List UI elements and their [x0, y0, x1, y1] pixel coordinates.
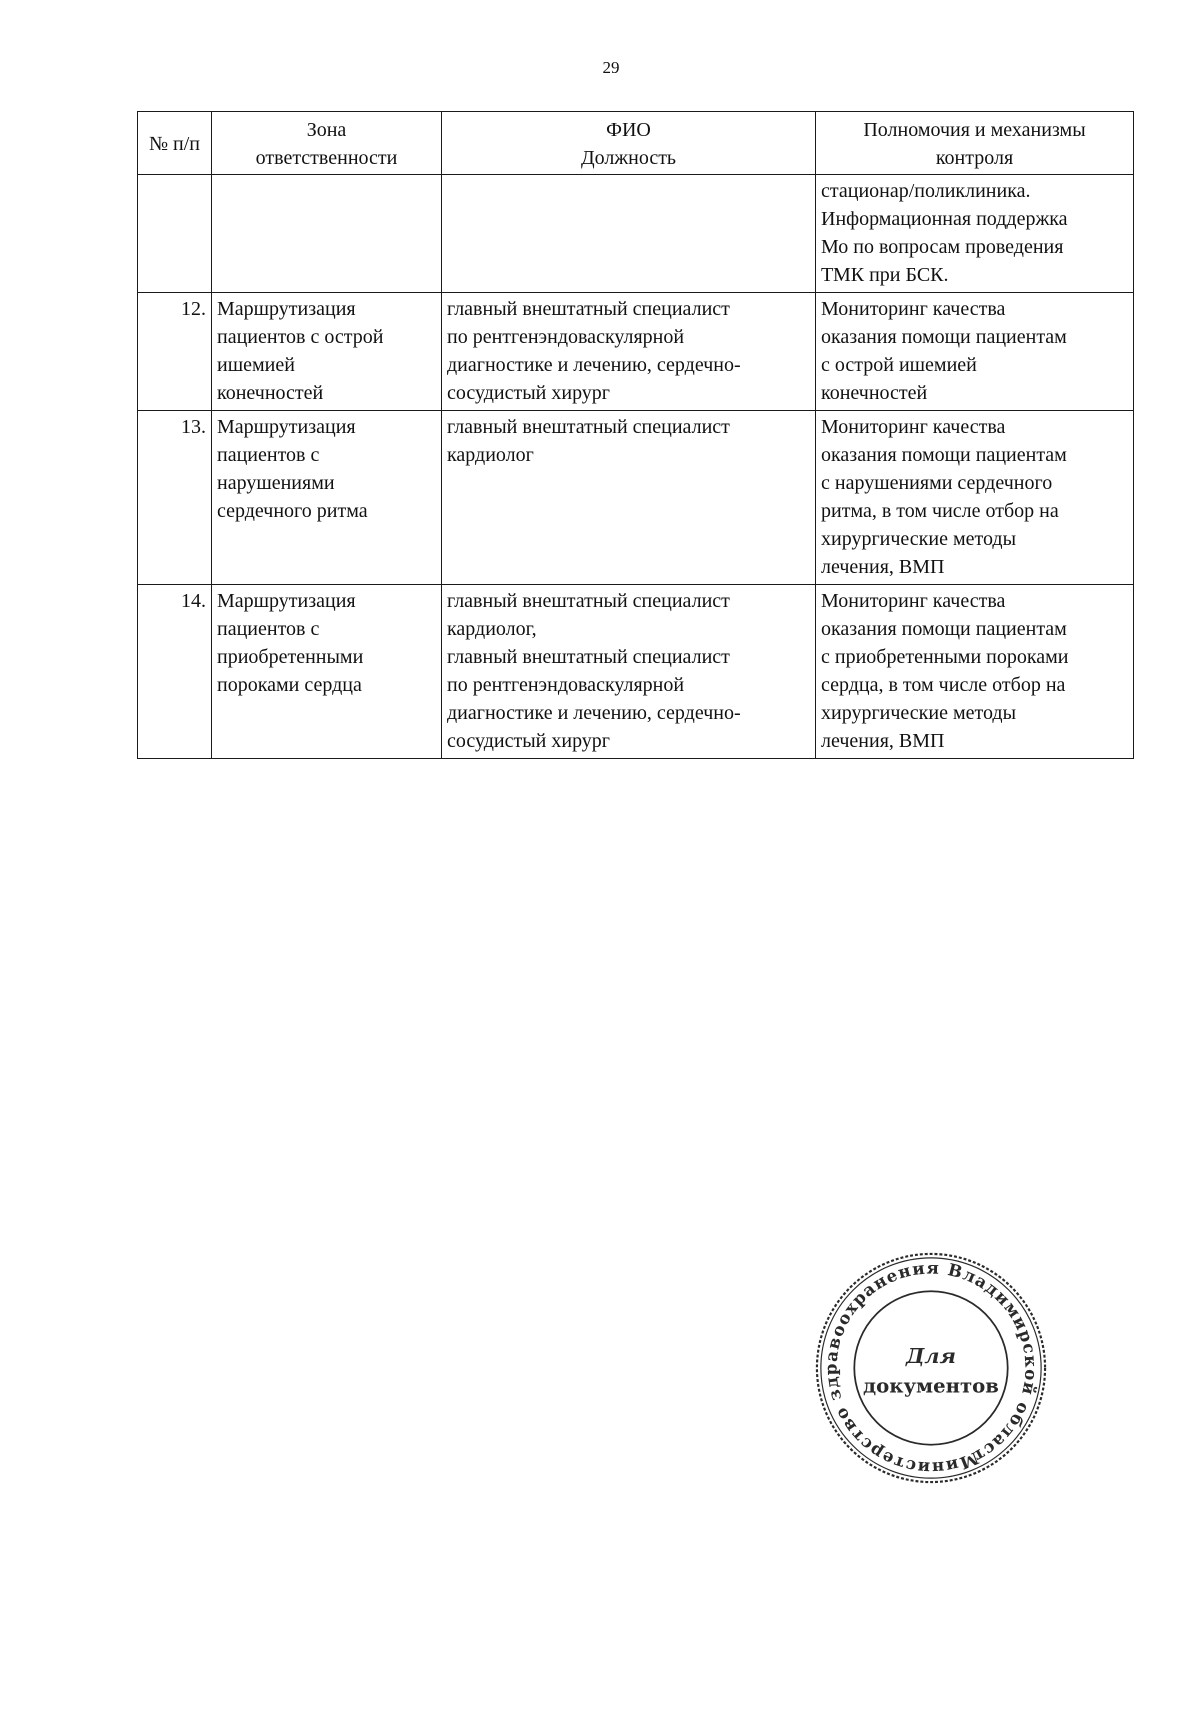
- cell-line: по рентгенэндоваскулярной: [447, 326, 685, 348]
- cell-zone: [212, 585, 442, 759]
- row-number: 12.: [138, 293, 212, 411]
- official-stamp: [813, 1250, 1049, 1486]
- table-row: [138, 293, 1134, 411]
- cell-line: оказания помощи пациентам: [821, 444, 1067, 466]
- stamp-center-line1: Для: [906, 1344, 956, 1369]
- cell-line: ТМК при БСК.: [821, 264, 949, 286]
- cell-line: Маршрутизация: [217, 416, 356, 438]
- cell-control: [816, 293, 1134, 411]
- cell-line: конечностей: [217, 382, 324, 404]
- cell-line: по рентгенэндоваскулярной: [447, 674, 685, 696]
- cell-line: Мониторинг качества: [821, 298, 1006, 320]
- cell-person: [442, 175, 816, 293]
- cell-line: пациентов с острой: [217, 326, 384, 348]
- row-number: [138, 175, 212, 293]
- cell-line: хирургические методы: [821, 528, 1016, 550]
- cell-line: лечения, ВМП: [821, 556, 945, 578]
- cell-line: пациентов с: [217, 618, 320, 640]
- row-number: 13.: [138, 411, 212, 585]
- stamp-center-line2: документов: [863, 1374, 999, 1398]
- cell-line: конечностей: [821, 382, 928, 404]
- cell-line: кардиолог,: [447, 618, 537, 640]
- stamp-seal-icon: [813, 1250, 1049, 1486]
- table-header-row: [138, 112, 1134, 175]
- cell-zone: [212, 411, 442, 585]
- cell-zone: [212, 293, 442, 411]
- cell-line: сердца, в том числе отбор на: [821, 674, 1066, 696]
- cell-control: [816, 585, 1134, 759]
- stamp-ring-text: Министерство здравоохранения Владимирской области: [820, 1257, 1042, 1479]
- header-person: ФИО Должность: [442, 112, 816, 175]
- cell-line: оказания помощи пациентам: [821, 618, 1067, 640]
- cell-control: [816, 175, 1134, 293]
- cell-line: оказания помощи пациентам: [821, 326, 1067, 348]
- table-row: [138, 585, 1134, 759]
- responsibility-table: [137, 111, 1134, 759]
- cell-line: Информационная поддержка: [821, 208, 1068, 230]
- cell-line: нарушениями: [217, 472, 335, 494]
- cell-line: хирургические методы: [821, 702, 1016, 724]
- cell-line: Мониторинг качества: [821, 416, 1006, 438]
- cell-line: приобретенными: [217, 646, 364, 668]
- page-number: 29: [602, 58, 620, 77]
- header-control: Полномочия и механизмы контроля: [816, 112, 1134, 175]
- cell-line: кардиолог: [447, 444, 534, 466]
- row-number: 14.: [138, 585, 212, 759]
- cell-line: сосудистый хирург: [447, 730, 611, 752]
- cell-line: главный внештатный специалист: [447, 590, 730, 612]
- cell-line: лечения, ВМП: [821, 730, 945, 752]
- cell-line: стационар/поликлиника.: [821, 180, 1031, 202]
- cell-line: диагностике и лечению, сердечно-: [447, 354, 741, 376]
- cell-control: [816, 411, 1134, 585]
- cell-line: Мо по вопросам проведения: [821, 236, 1064, 258]
- cell-person: [442, 585, 816, 759]
- cell-line: Маршрутизация: [217, 590, 356, 612]
- cell-line: диагностике и лечению, сердечно-: [447, 702, 741, 724]
- cell-line: ритма, в том числе отбор на: [821, 500, 1059, 522]
- cell-line: Мониторинг качества: [821, 590, 1006, 612]
- header-zone: Зона ответственности: [212, 112, 442, 175]
- cell-line: с острой ишемией: [821, 354, 977, 376]
- cell-line: с приобретенными пороками: [821, 646, 1069, 668]
- cell-zone: [212, 175, 442, 293]
- cell-line: пациентов с: [217, 444, 320, 466]
- cell-line: главный внештатный специалист: [447, 416, 730, 438]
- table-row: [138, 411, 1134, 585]
- cell-line: с нарушениями сердечного: [821, 472, 1053, 494]
- cell-person: [442, 411, 816, 585]
- cell-line: сосудистый хирург: [447, 382, 611, 404]
- cell-line: пороками сердца: [217, 674, 362, 696]
- header-num: № п/п: [138, 112, 212, 175]
- cell-line: Маршрутизация: [217, 298, 356, 320]
- cell-line: главный внештатный специалист: [447, 646, 730, 668]
- cell-line: сердечного ритма: [217, 500, 368, 522]
- cell-line: главный внештатный специалист: [447, 298, 730, 320]
- table-body: [138, 175, 1134, 759]
- cell-line: ишемией: [217, 354, 295, 376]
- cell-person: [442, 293, 816, 411]
- table-row: [138, 175, 1134, 293]
